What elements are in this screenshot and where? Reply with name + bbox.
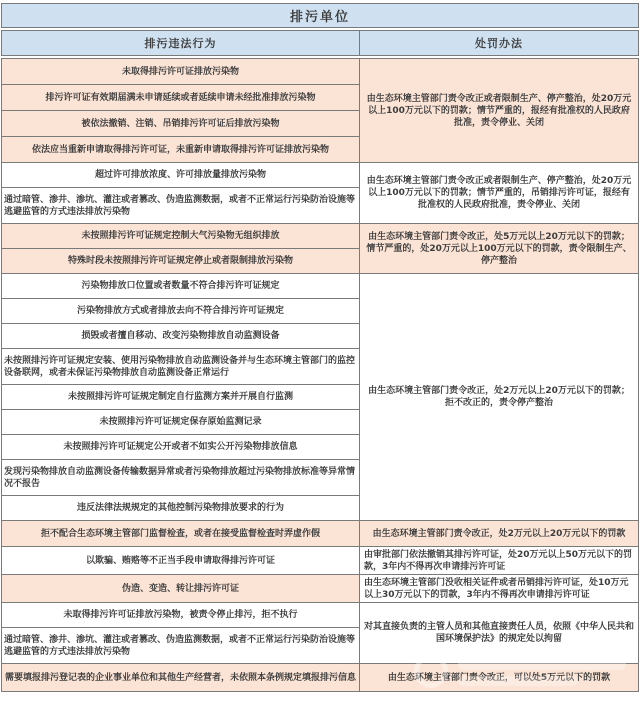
violation-cell: 通过暗管、渗井、渗坑、灌注或者篡改、伪造监测数据，或者不正常运行污染防治设施等逃避监管的方式违法排放污染物 [2, 628, 359, 663]
penalty-cell: 对其直接负责的主管人员和其他直接责任人员，依照《中华人民共和国环境保护法》的规定处以拘留 [360, 603, 638, 663]
violation-cell: 排污许可证有效期届满未申请延续或者延续申请未经批准排放污染物 [2, 85, 359, 110]
violation-cell: 未按照排污许可证规定控制大气污染物无组织排放 [2, 224, 359, 248]
violation-cell: 未取得排污许可证排放污染物，被责令停止排污，拒不执行 [2, 603, 359, 627]
violation-cell: 拒不配合生态环境主管部门监督检查，或者在接受监督检查时弄虚作假 [2, 521, 359, 546]
column-header-punishment: 处罚办法 [360, 31, 638, 55]
penalty-cell: 由生态环境主管部门责令改正，处2万元以上20万元以下的罚款 [360, 521, 638, 546]
violation-cell: 伪造、变造、转让排污许可证 [2, 575, 359, 602]
violation-cell: 未取得排污许可证排放污染物 [2, 59, 359, 84]
violation-cell: 未按照排污许可证规定安装、使用污染物排放自动监测设备并与生态环境主管部门的监控设备联网，或者未保证污染物排放自动监测设备正常运行 [2, 349, 359, 384]
column-header-violation: 排污违法行为 [2, 31, 359, 55]
violation-cell: 需要填报排污登记表的企业事业单位和其他生产经营者，未依照本条例规定填报排污信息 [2, 664, 359, 691]
violation-cell: 未按照排污许可证规定保存原始监测记录 [2, 410, 359, 434]
penalty-cell: 由生态环境主管部门责令改正，可以处5万元以下的罚款 [360, 664, 638, 691]
violation-cell: 通过暗管、渗井、渗坑、灌注或者篡改、伪造监测数据，或者不正常运行污染防治设施等逃避监管的方式违法排放污染物 [2, 188, 359, 223]
column-header-row [1, 30, 639, 56]
violation-cell: 污染物排放方式或者排放去向不符合排污许可证规定 [2, 299, 359, 323]
violation-cell: 未按照排污许可证规定公开或者不如实公开污染物排放信息 [2, 435, 359, 459]
violation-cell: 污染物排放口位置或者数量不符合排污许可证规定 [2, 274, 359, 298]
violation-cell: 依法应当重新申请取得排污许可证，未重新申请取得排污许可证排放污染物 [2, 137, 359, 162]
violation-cell: 以欺骗、贿赂等不正当手段申请取得排污许可证 [2, 547, 359, 574]
violation-cell: 被依法撤销、注销、吊销排污许可证后排放污染物 [2, 111, 359, 136]
violation-cell: 特殊时段未按照排污许可证规定停止或者限制排放污染物 [2, 249, 359, 273]
violation-cell: 损毁或者擅自移动、改变污染物排放自动监测设备 [2, 324, 359, 348]
violation-cell: 未按照排污许可证规定制定自行监测方案并开展自行监测 [2, 385, 359, 409]
violation-cell: 违反法律法规规定的其他控制污染物排放要求的行为 [2, 496, 359, 520]
penalty-cell: 由生态环境主管部门责令改正，处2万元以上20万元以下的罚款；拒不改正的，责令停产整治 [360, 274, 638, 520]
violation-cell: 超过许可排放浓度、许可排放量排放污染物 [2, 163, 359, 187]
penalty-cell: 由生态环境主管部门责令改正，处5万元以上20万元以下的罚款；情节严重的，处20万元以上100万元以下的罚款，责令限制生产、停产整治 [360, 224, 638, 273]
violation-cell: 发现污染物排放自动监测设备传输数据异常或者污染物排放超过污染物排放标准等异常情况不报告 [2, 460, 359, 495]
table-title: 排污单位 [1, 3, 639, 28]
penalty-table-body [1, 58, 639, 692]
penalty-cell: 由审批部门依法撤销其排污许可证，处20万元以上50万元以下的罚款，3年内不得再次申请排污许可证 [360, 547, 638, 574]
penalty-cell: 由生态环境主管部门责令改正或者限制生产、停产整治，处20万元以上100万元以下的罚款；情节严重的，吊销排污许可证，报经有批准权的人民政府批准，责令停业、关闭 [360, 163, 638, 223]
penalty-cell: 由生态环境主管部门责令改正或者限制生产、停产整治，处20万元以上100万元以下的罚款；情节严重的，报经有批准权的人民政府批准，责令停业、关闭 [360, 59, 638, 162]
penalty-cell: 由生态环境主管部门没收相关证件或者吊销排污许可证，处10万元以上30万元以下的罚款，3年内不得再次申请排污许可证 [360, 575, 638, 602]
